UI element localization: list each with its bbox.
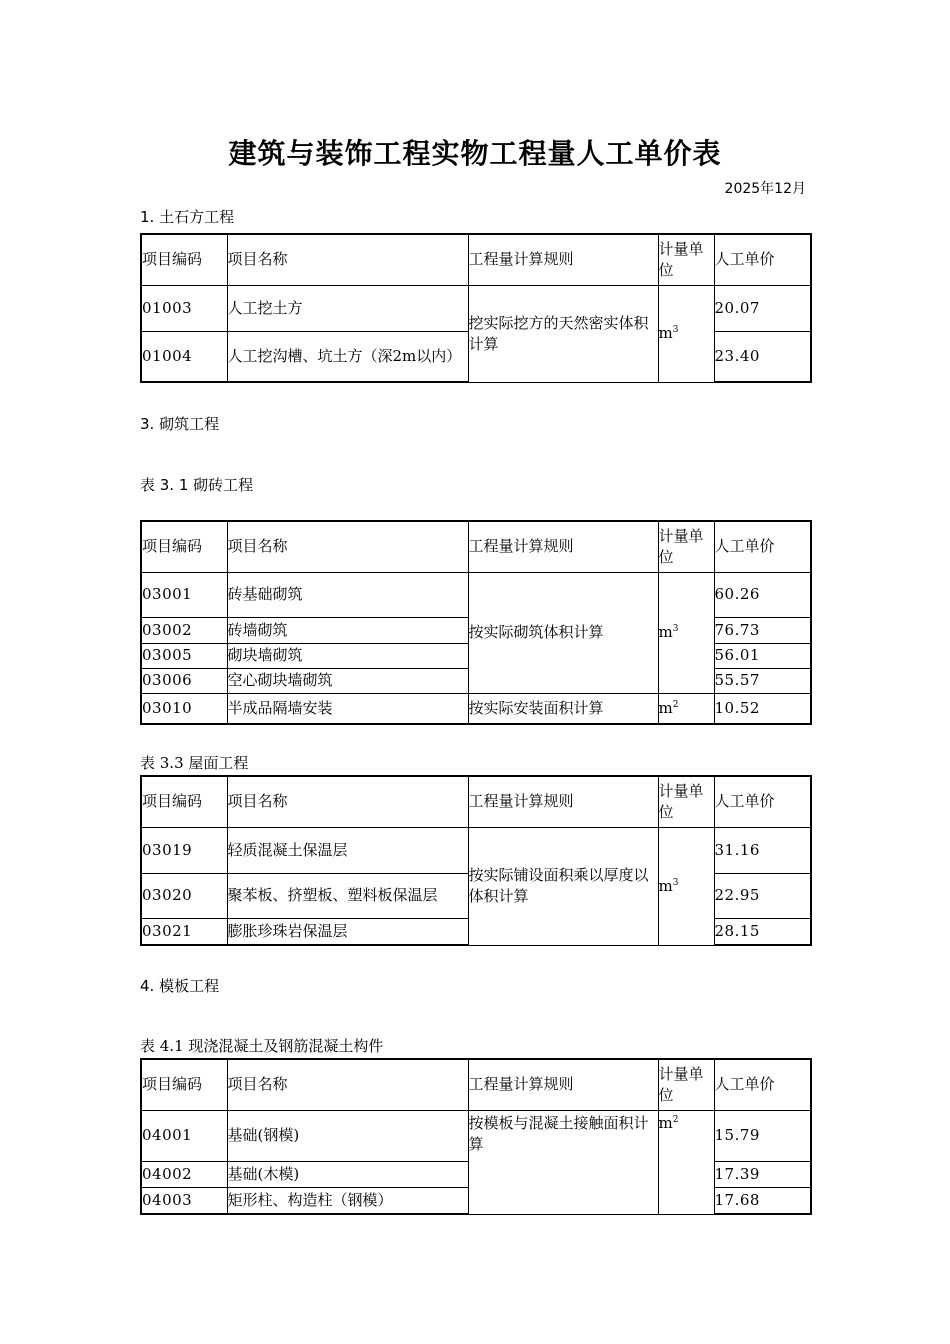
section-heading-masonry: 3. 砌筑工程 xyxy=(140,415,220,433)
header-name: 项目名称 xyxy=(227,776,468,827)
item-name: 砖基础砌筑 xyxy=(227,572,468,617)
header-code: 项目编码 xyxy=(141,521,227,572)
header-name: 项目名称 xyxy=(227,234,468,285)
item-name: 空心砌块墙砌筑 xyxy=(227,668,468,693)
unit-cell xyxy=(658,285,714,382)
table-row xyxy=(141,1110,811,1161)
header-price: 人工单价 xyxy=(714,521,811,572)
item-code: 04001 xyxy=(141,1110,227,1161)
item-code: 03019 xyxy=(141,827,227,873)
item-code: 01004 xyxy=(141,331,227,382)
calc-rule: 按实际砌筑体积计算 xyxy=(468,572,658,693)
table-row xyxy=(141,827,811,873)
unit-text: m xyxy=(658,876,673,895)
header-unit: 计量单位 xyxy=(658,234,714,285)
brick-table xyxy=(140,520,812,725)
unit-cell xyxy=(658,1110,714,1214)
item-price: 56.01 xyxy=(714,643,811,668)
item-name: 人工挖沟槽、坑土方（深2m以内） xyxy=(227,331,468,382)
table-row xyxy=(141,572,811,617)
item-code: 03010 xyxy=(141,693,227,724)
table-header-row xyxy=(141,776,811,827)
item-price: 60.26 xyxy=(714,572,811,617)
table-header-row xyxy=(141,1059,811,1110)
item-price: 22.95 xyxy=(714,873,811,918)
date-label: 2025年12月 xyxy=(724,181,806,197)
item-price: 76.73 xyxy=(714,617,811,643)
item-name: 基础(木模) xyxy=(227,1161,468,1187)
header-rule: 工程量计算规则 xyxy=(468,234,658,285)
header-price: 人工单价 xyxy=(714,776,811,827)
item-price: 31.16 xyxy=(714,827,811,873)
item-price: 15.79 xyxy=(714,1110,811,1161)
header-rule: 工程量计算规则 xyxy=(468,1059,658,1110)
header-rule: 工程量计算规则 xyxy=(468,521,658,572)
header-unit: 计量单位 xyxy=(658,1059,714,1110)
calc-rule: 按实际铺设面积乘以厚度以体积计算 xyxy=(468,827,658,945)
table-caption-roof: 表 3.3 屋面工程 xyxy=(140,754,249,772)
header-code: 项目编码 xyxy=(141,1059,227,1110)
roof-table xyxy=(140,775,812,946)
item-name: 砌块墙砌筑 xyxy=(227,643,468,668)
header-price: 人工单价 xyxy=(714,1059,811,1110)
unit-text: m xyxy=(658,623,673,641)
unit-cell xyxy=(658,827,714,945)
unit-sup: 2 xyxy=(672,699,679,710)
header-unit: 计量单位 xyxy=(658,521,714,572)
item-code: 03006 xyxy=(141,668,227,693)
unit-sup: 3 xyxy=(672,877,679,888)
item-name: 人工挖土方 xyxy=(227,285,468,331)
table-caption-brick: 表 3. 1 砌砖工程 xyxy=(140,476,254,494)
section-heading-formwork: 4. 模板工程 xyxy=(140,977,220,995)
earthwork-table xyxy=(140,233,812,383)
unit-sup: 3 xyxy=(672,325,679,335)
item-name: 矩形柱、构造柱（钢模） xyxy=(227,1187,468,1214)
header-name: 项目名称 xyxy=(227,1059,468,1110)
unit-cell xyxy=(658,572,714,693)
item-price: 17.68 xyxy=(714,1187,811,1214)
header-unit: 计量单位 xyxy=(658,776,714,827)
table-header-row xyxy=(141,234,811,285)
item-code: 04003 xyxy=(141,1187,227,1214)
item-name: 砖墙砌筑 xyxy=(227,617,468,643)
item-name: 膨胀珍珠岩保温层 xyxy=(227,918,468,945)
calc-rule: 按模板与混凝土接触面积计算 xyxy=(468,1110,658,1214)
item-name: 轻质混凝土保温层 xyxy=(227,827,468,873)
item-price: 23.40 xyxy=(714,331,811,382)
item-code: 03001 xyxy=(141,572,227,617)
calc-rule: 挖实际挖方的天然密实体积计算 xyxy=(468,285,658,382)
header-rule: 工程量计算规则 xyxy=(468,776,658,827)
calc-rule: 按实际安装面积计算 xyxy=(468,693,658,724)
header-price: 人工单价 xyxy=(714,234,811,285)
item-code: 04002 xyxy=(141,1161,227,1187)
item-name: 半成品隔墙安装 xyxy=(227,693,468,724)
unit-text: m xyxy=(658,1113,673,1132)
item-price: 20.07 xyxy=(714,285,811,331)
header-name: 项目名称 xyxy=(227,521,468,572)
item-name: 基础(钢模) xyxy=(227,1110,468,1161)
unit-sup: 3 xyxy=(672,624,679,634)
item-code: 01003 xyxy=(141,285,227,331)
header-code: 项目编码 xyxy=(141,776,227,827)
page-title: 建筑与装饰工程实物工程量人工单价表 xyxy=(228,137,722,170)
unit-text: m xyxy=(658,324,673,342)
table-row xyxy=(141,285,811,331)
table-row xyxy=(141,693,811,724)
item-price: 28.15 xyxy=(714,918,811,945)
item-price: 17.39 xyxy=(714,1161,811,1187)
item-code: 03002 xyxy=(141,617,227,643)
formwork-table xyxy=(140,1058,812,1215)
header-code: 项目编码 xyxy=(141,234,227,285)
unit-text: m xyxy=(658,698,673,717)
unit-sup: 2 xyxy=(672,1114,679,1125)
table-caption-formwork: 表 4.1 现浇混凝土及钢筋混凝土构件 xyxy=(140,1037,384,1055)
unit-cell xyxy=(658,693,714,724)
item-name: 聚苯板、挤塑板、塑料板保温层 xyxy=(227,873,468,918)
item-code: 03005 xyxy=(141,643,227,668)
item-price: 10.52 xyxy=(714,693,811,724)
item-code: 03020 xyxy=(141,873,227,918)
section-heading-earthwork: 1. 土石方工程 xyxy=(140,208,235,226)
item-price: 55.57 xyxy=(714,668,811,693)
item-code: 03021 xyxy=(141,918,227,945)
table-header-row xyxy=(141,521,811,572)
